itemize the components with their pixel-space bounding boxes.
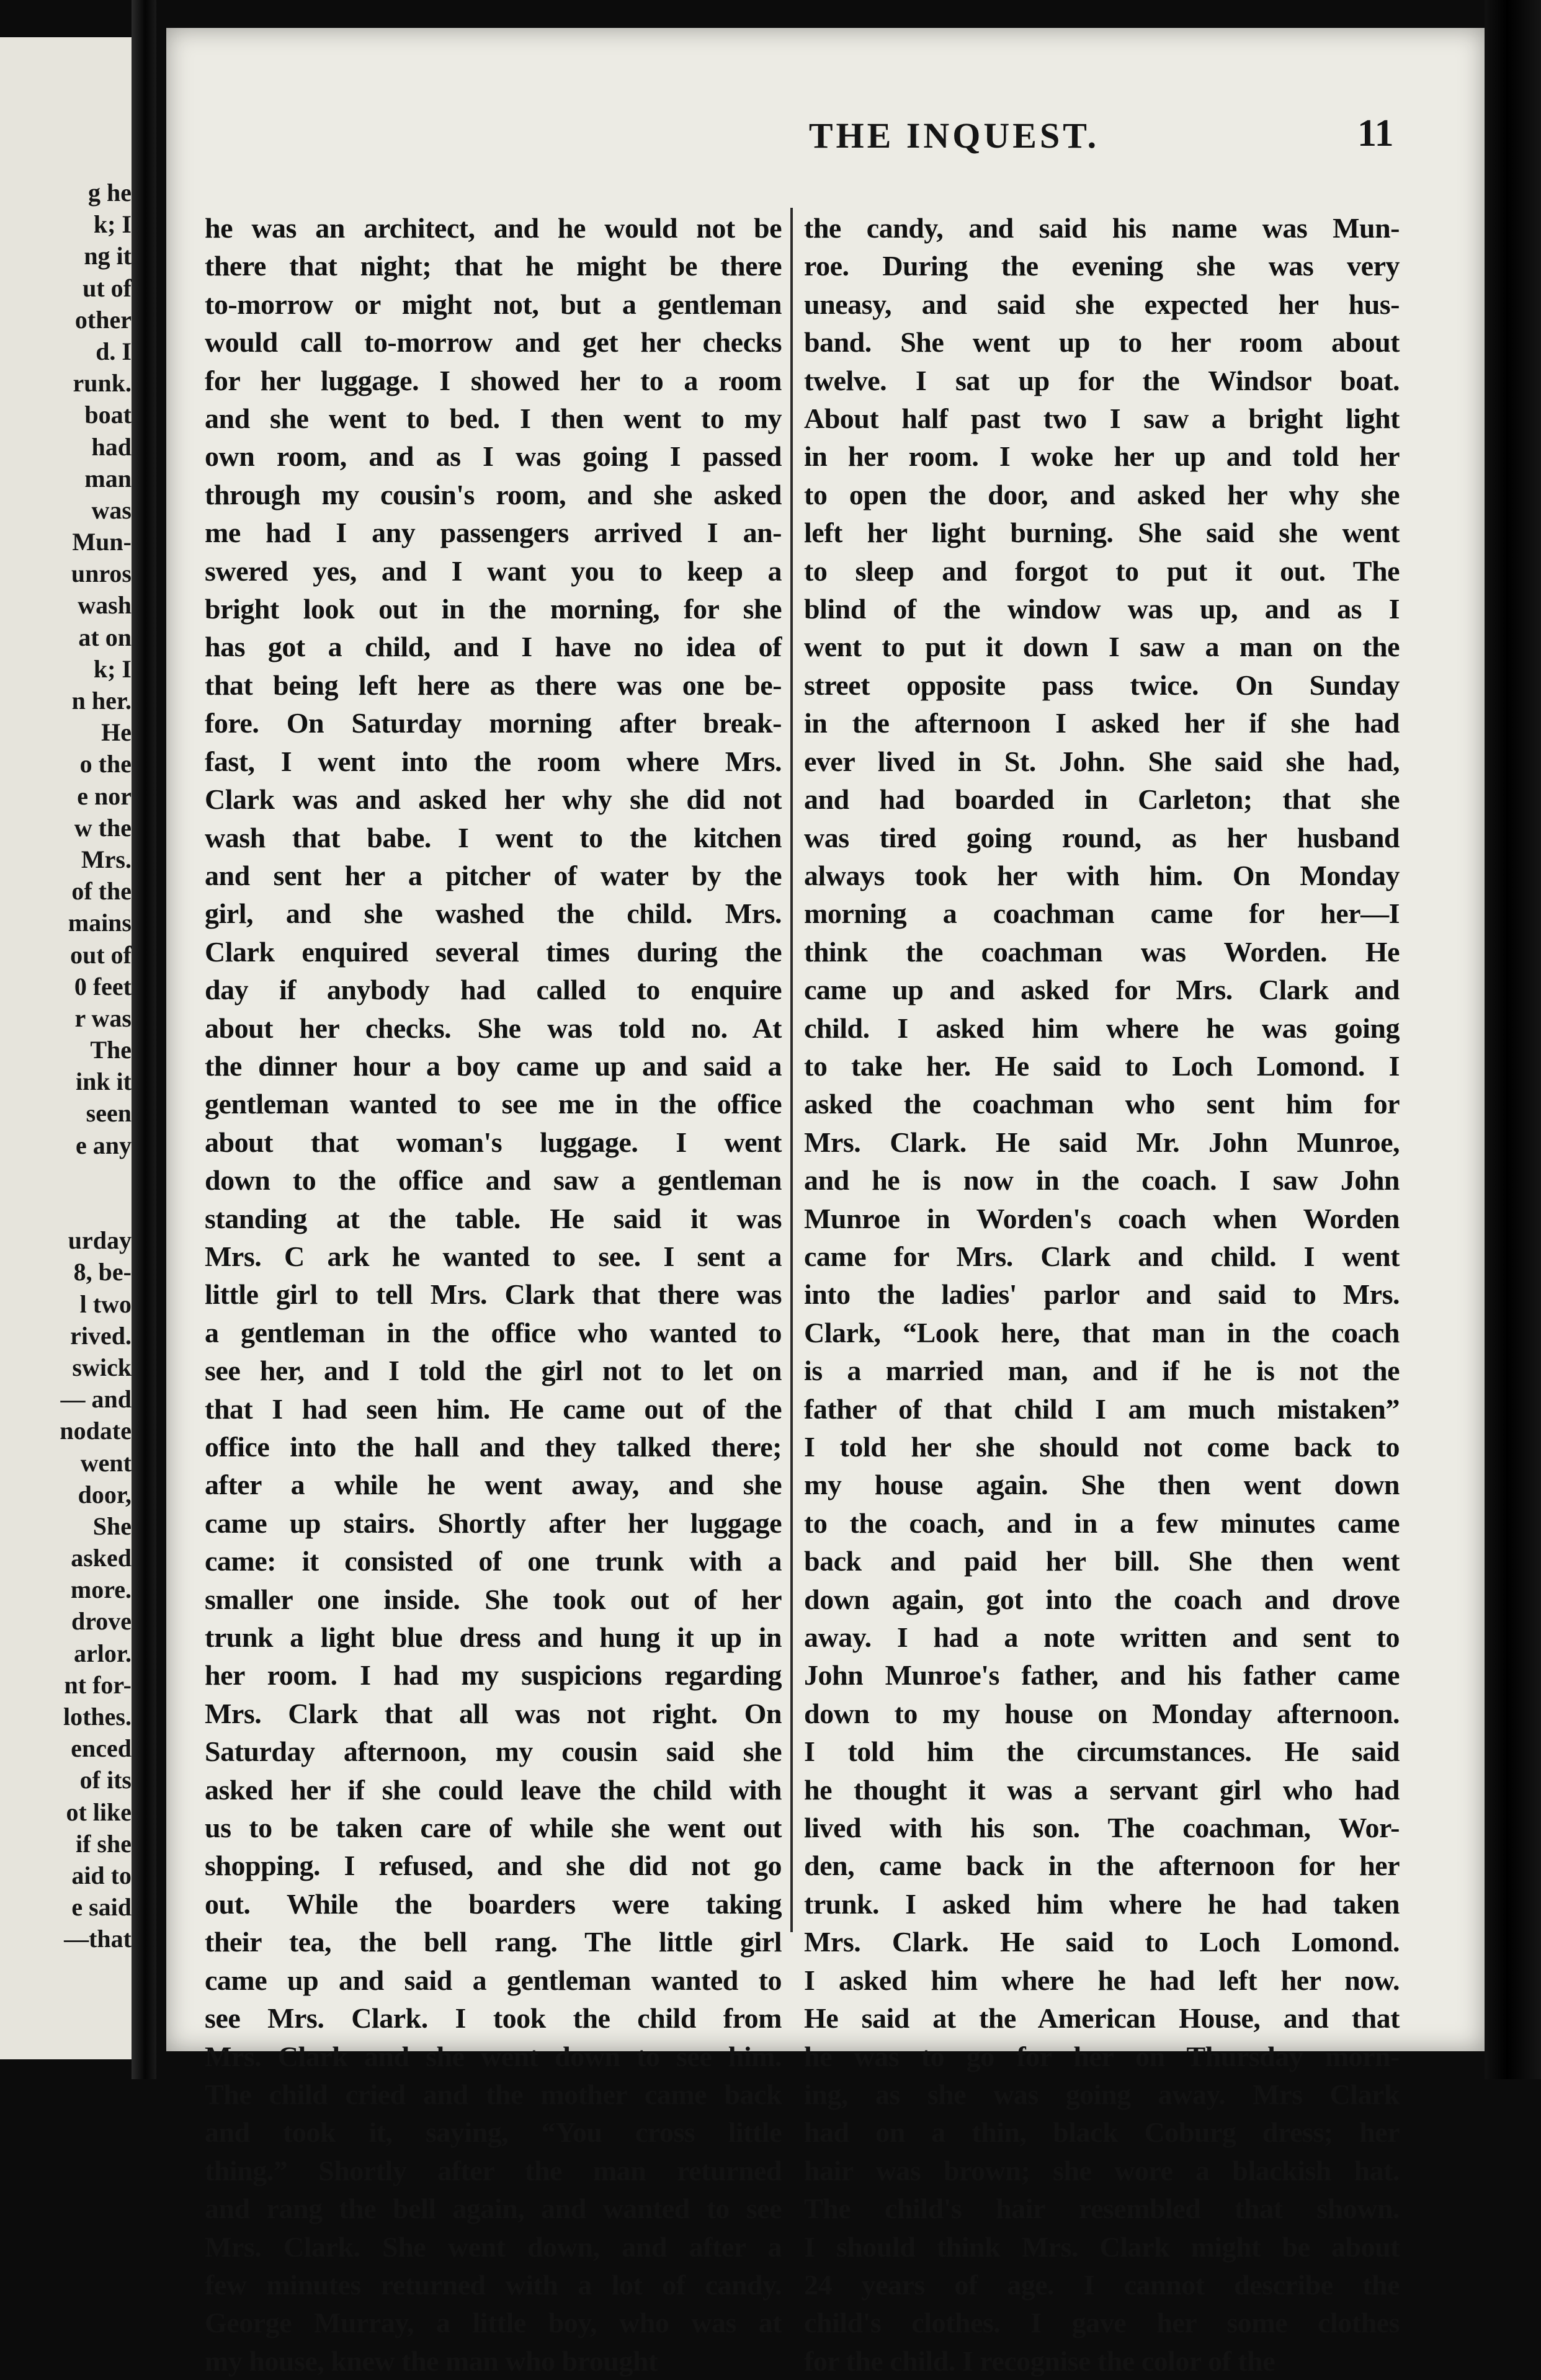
text-line: thing.” Shortly after the man returned bbox=[205, 2154, 782, 2186]
facing-page-line: wash bbox=[78, 591, 132, 620]
text-line: came for Mrs. Clark and child. I went bbox=[804, 1240, 1400, 1272]
facing-page-line: more. bbox=[70, 1576, 132, 1604]
text-line: he was to go for her on Thursday morn- bbox=[804, 2040, 1400, 2072]
text-line: and she went to bed. I then went to my bbox=[205, 403, 782, 435]
facing-page-line: Mrs. bbox=[81, 845, 132, 873]
book-gutter bbox=[132, 0, 156, 2079]
text-line: trunk. I asked him where he had taken bbox=[804, 1888, 1400, 1920]
facing-page-line: k; I bbox=[93, 654, 132, 683]
text-line: gentleman wanted to see me in the office bbox=[205, 1088, 782, 1120]
facing-page-line: 8, be- bbox=[73, 1258, 132, 1286]
text-line: through my cousin's room, and she asked bbox=[205, 478, 782, 510]
text-line: fore. On Saturday morning after break- bbox=[205, 707, 782, 739]
text-line: and sent her a pitcher of water by the bbox=[205, 859, 782, 891]
running-head: THE INQUEST. bbox=[808, 115, 1100, 156]
text-line: out. While the boarders were taking bbox=[205, 1888, 782, 1920]
text-line: was tired going round, as her husband bbox=[804, 821, 1400, 854]
text-line: band. She went up to her room about bbox=[804, 326, 1400, 359]
text-line: girl, and she washed the child. Mrs. bbox=[205, 898, 782, 930]
facing-page-line: 0 feet bbox=[74, 972, 132, 1001]
text-line: away. I had a note written and sent to bbox=[804, 1621, 1400, 1654]
text-line: is a married man, and if he is not the bbox=[804, 1355, 1400, 1387]
text-line: there that night; that he might be there bbox=[205, 250, 782, 282]
text-line: down again, got into the coach and drove bbox=[804, 1583, 1400, 1615]
text-line: fast, I went into the room where Mrs. bbox=[205, 745, 782, 777]
text-line: hair was brown; she wore a blackish hat. bbox=[804, 2154, 1400, 2186]
facing-page-line: k; I bbox=[93, 210, 132, 239]
text-line: Mrs. Clark and she went down to see him. bbox=[205, 2040, 782, 2072]
text-line: that being left here as there was one be- bbox=[205, 669, 782, 701]
text-line: in the afternoon I asked her if she had bbox=[804, 707, 1400, 739]
text-line: and had boarded in Carleton; that she bbox=[804, 783, 1400, 816]
text-line: the dinner hour a boy came up and said a bbox=[205, 1050, 782, 1082]
text-line: back and paid her bill. She then went bbox=[804, 1545, 1400, 1577]
text-line: my house, knew the man who brought bbox=[205, 2345, 658, 2377]
facing-page-line: d. I bbox=[96, 337, 132, 365]
text-line: would call to-morrow and get her checks bbox=[205, 326, 782, 359]
text-line: wash that babe. I went to the kitchen bbox=[205, 821, 782, 854]
facing-page-line: boat bbox=[84, 401, 132, 429]
facing-page-line: l two bbox=[79, 1290, 132, 1318]
text-line: uneasy, and said she expected her hus- bbox=[804, 288, 1400, 320]
text-line: he was an architect, and he would not be bbox=[205, 212, 782, 244]
text-line: child's clothes. I gave her some clothes bbox=[804, 2307, 1400, 2339]
facing-page-line: at on bbox=[78, 623, 132, 651]
facing-page-line: e nor bbox=[77, 782, 132, 810]
facing-page-line: g he bbox=[88, 179, 132, 207]
text-column-left bbox=[205, 209, 782, 2380]
facing-page-line: was bbox=[91, 496, 132, 524]
text-line: that I had seen him. He came out of the bbox=[205, 1393, 782, 1425]
text-line: He said at the American House, and that bbox=[804, 2002, 1400, 2035]
facing-page-line: urday bbox=[68, 1226, 132, 1255]
text-line: came up and said a gentleman wanted to bbox=[205, 1964, 782, 1996]
facing-page-line bbox=[0, 1161, 132, 1193]
text-line: swered yes, and I want you to keep a bbox=[205, 555, 782, 587]
text-line: I told him the circumstances. He said bbox=[804, 1736, 1400, 1768]
text-line: few minutes returned with a lot of candy. bbox=[205, 2268, 782, 2301]
text-line: John Munroe's father, and his father came bbox=[804, 1659, 1400, 1691]
text-line: for the child. I recognise the color of the bbox=[804, 2345, 1275, 2377]
text-line: me had I any passengers arrived I an- bbox=[205, 517, 782, 549]
facing-page-line: went bbox=[80, 1448, 132, 1477]
facing-page-line: mains bbox=[68, 909, 132, 937]
text-line: asked her if she could leave the child with bbox=[205, 1773, 782, 1806]
text-line: ever lived in St. John. She said she had, bbox=[804, 745, 1400, 777]
text-line: own room, and as I was going I passed bbox=[205, 440, 782, 473]
text-line: father of that child I am much mistaken” bbox=[804, 1393, 1400, 1425]
text-line: left her light burning. She said she went bbox=[804, 517, 1400, 549]
column-rule bbox=[790, 208, 793, 1932]
facing-page-line: man bbox=[84, 464, 132, 492]
text-line: her room. I had my suspicions regarding bbox=[205, 1659, 782, 1691]
facing-page-line: She bbox=[92, 1512, 132, 1540]
text-line: Mrs. Clark. He said to Loch Lomond. bbox=[804, 1926, 1400, 1958]
text-line: Mrs. C ark he wanted to see. I sent a bbox=[205, 1240, 782, 1272]
text-line: after a while he went away, and she bbox=[205, 1469, 782, 1501]
text-line: bright look out in the morning, for she bbox=[205, 593, 782, 625]
facing-page-line: asked bbox=[71, 1544, 132, 1572]
facing-page-line: rived. bbox=[70, 1321, 132, 1350]
text-line: Munroe in Worden's coach when Worden bbox=[804, 1202, 1400, 1234]
text-line: morning a coachman came for her—I bbox=[804, 898, 1400, 930]
facing-page-line: enced bbox=[71, 1734, 132, 1763]
text-line: a gentleman in the office who wanted to bbox=[205, 1316, 782, 1348]
text-line: down to the office and saw a gentleman bbox=[205, 1164, 782, 1197]
text-line: see her, and I told the girl not to let on bbox=[205, 1355, 782, 1387]
text-line: and took it, saying, “You cross little bbox=[205, 2116, 782, 2149]
text-line: 24 years of age. I cannot describe the bbox=[804, 2268, 1400, 2301]
text-line: About half past two I saw a bright light bbox=[804, 403, 1400, 435]
text-line: us to be taken care of while she went out bbox=[205, 1812, 782, 1844]
facing-page-line: runk. bbox=[73, 369, 132, 398]
facing-page-line: swick bbox=[72, 1353, 132, 1381]
text-line: Mrs. Clark. She went down, and after a bbox=[205, 2231, 782, 2263]
facing-page-line: lothes. bbox=[63, 1703, 132, 1731]
facing-page-line: The bbox=[90, 1036, 132, 1064]
facing-page-text bbox=[0, 177, 132, 1955]
facing-page-line: unros bbox=[71, 559, 132, 588]
text-line: to the coach, and in a few minutes came bbox=[804, 1507, 1400, 1539]
facing-page-line: of its bbox=[79, 1766, 132, 1794]
text-line: came: it consisted of one trunk with a bbox=[205, 1545, 782, 1577]
facing-page-line bbox=[0, 1193, 132, 1224]
facing-page-line: of the bbox=[71, 877, 132, 906]
text-line: Saturday afternoon, my cousin said she bbox=[205, 1736, 782, 1768]
text-line: always took her with him. On Monday bbox=[804, 859, 1400, 891]
text-line: has got a child, and I have no idea of bbox=[205, 631, 782, 663]
text-line: he thought it was a servant girl who had bbox=[804, 1773, 1400, 1806]
text-line: down to my house on Monday afternoon. bbox=[804, 1697, 1400, 1729]
text-line: roe. During the evening she was very bbox=[804, 250, 1400, 282]
text-line: I should think Mrs. Clark might be about bbox=[804, 2231, 1400, 2263]
facing-page-line: o the bbox=[79, 750, 132, 778]
text-line: Clark, “Look here, that man in the coach bbox=[804, 1316, 1400, 1348]
text-line: and he is now in the coach. I saw John bbox=[804, 1164, 1400, 1197]
text-column-right bbox=[804, 209, 1400, 2380]
facing-page-line: had bbox=[91, 432, 132, 461]
facing-page-line: w the bbox=[74, 813, 132, 842]
facing-page-line: ink it bbox=[75, 1067, 132, 1096]
facing-page-line: arlor. bbox=[74, 1639, 132, 1667]
text-line: think the coachman was Worden. He bbox=[804, 935, 1400, 968]
facing-page-line: drove bbox=[71, 1607, 132, 1636]
text-line: in her room. I woke her up and told her bbox=[804, 440, 1400, 473]
facing-page-line: ut of bbox=[83, 274, 132, 302]
text-line: I asked him where he had left her now. bbox=[804, 1964, 1400, 1996]
text-line: blind of the window was up, and as I bbox=[804, 593, 1400, 625]
text-line: The child cried and the mother came back bbox=[205, 2078, 782, 2110]
facing-page-line: r was bbox=[74, 1004, 132, 1032]
text-line: about that woman's luggage. I went bbox=[205, 1126, 782, 1158]
text-line: Mrs. Clark that all was not right. On bbox=[205, 1697, 782, 1729]
book-page bbox=[166, 28, 1485, 2377]
text-line: office into the hall and they talked there; bbox=[205, 1431, 782, 1463]
text-line: came up and asked for Mrs. Clark and bbox=[804, 974, 1400, 1006]
facing-page-line: ot like bbox=[66, 1798, 132, 1826]
text-line: shopping. I refused, and she did not go bbox=[205, 1850, 782, 1882]
text-line: lived with his son. The coachman, Wor- bbox=[804, 1812, 1400, 1844]
facing-page-fragment bbox=[0, 37, 140, 2059]
facing-page-line: He bbox=[101, 718, 132, 747]
text-line: went to put it down I saw a man on the bbox=[804, 631, 1400, 663]
text-line: had on a thin, black Coburg dress; her bbox=[804, 2116, 1400, 2149]
text-line: to-morrow or might not, but a gentleman bbox=[205, 288, 782, 320]
facing-page-line: seen bbox=[86, 1099, 132, 1128]
text-line: their tea, the bell rang. The little girl bbox=[205, 1926, 782, 1958]
facing-page-line: Mun- bbox=[72, 528, 132, 556]
text-line: den, came back in the afternoon for her bbox=[804, 1850, 1400, 1882]
page-number: 11 bbox=[1357, 112, 1394, 154]
text-line: street opposite pass twice. On Sunday bbox=[804, 669, 1400, 701]
text-line: into the ladies' parlor and said to Mrs. bbox=[804, 1278, 1400, 1311]
text-line: to take her. He said to Loch Lomond. I bbox=[804, 1050, 1400, 1082]
text-line: day if anybody had called to enquire bbox=[205, 974, 782, 1006]
text-line: see Mrs. Clark. I took the child from bbox=[205, 2002, 782, 2035]
facing-page-line: out of bbox=[70, 940, 132, 969]
text-line: and rang the bell again, and wanted to see bbox=[205, 2193, 782, 2225]
text-line: I told her she should not come back to bbox=[804, 1431, 1400, 1463]
text-line: George Murray, a little boy, who was at bbox=[205, 2307, 782, 2339]
text-line: Clark was and asked her why she did not bbox=[205, 783, 782, 816]
text-line: twelve. I sat up for the Windsor boat. bbox=[804, 364, 1400, 396]
text-line: the candy, and said his name was Mun- bbox=[804, 212, 1400, 244]
text-line: to sleep and forgot to put it out. The bbox=[804, 555, 1400, 587]
facing-page-line: —that bbox=[64, 1925, 132, 1953]
facing-page-line: e any bbox=[76, 1131, 132, 1159]
facing-page-line: n her. bbox=[71, 687, 132, 715]
facing-page-line: other bbox=[74, 305, 132, 334]
facing-page-line: nodate bbox=[60, 1417, 132, 1445]
text-line: my house again. She then went down bbox=[804, 1469, 1400, 1501]
text-line: for her luggage. I showed her to a room bbox=[205, 364, 782, 396]
scan-border bbox=[1485, 0, 1541, 2079]
facing-page-line: e said bbox=[71, 1893, 132, 1922]
text-line: smaller one inside. She took out of her bbox=[205, 1583, 782, 1615]
text-line: The child's hair resembled that shown. bbox=[804, 2193, 1400, 2225]
facing-page-line: door, bbox=[78, 1480, 132, 1509]
facing-page-line: nt for- bbox=[64, 1670, 132, 1699]
text-line: came up stairs. Shortly after her luggage bbox=[205, 1507, 782, 1539]
text-line: trunk a light blue dress and hung it up in bbox=[205, 1621, 782, 1654]
facing-page-line: ng it bbox=[84, 242, 132, 270]
text-line: to open the door, and asked her why she bbox=[804, 478, 1400, 510]
text-line: ing, as she was going away. Mrs Clark bbox=[804, 2078, 1400, 2110]
text-line: asked the coachman who sent him for bbox=[804, 1088, 1400, 1120]
text-line: Mrs. Clark. He said Mr. John Munroe, bbox=[804, 1126, 1400, 1158]
text-line: standing at the table. He said it was bbox=[205, 1202, 782, 1234]
facing-page-line: aid to bbox=[71, 1861, 132, 1889]
text-line: about her checks. She was told no. At bbox=[205, 1012, 782, 1044]
facing-page-line: if she bbox=[76, 1829, 132, 1858]
text-line: child. I asked him where he was going bbox=[804, 1012, 1400, 1044]
text-line: Clark enquired several times during the bbox=[205, 935, 782, 968]
facing-page-line: — and bbox=[60, 1385, 132, 1414]
text-line: little girl to tell Mrs. Clark that there was bbox=[205, 1278, 782, 1311]
